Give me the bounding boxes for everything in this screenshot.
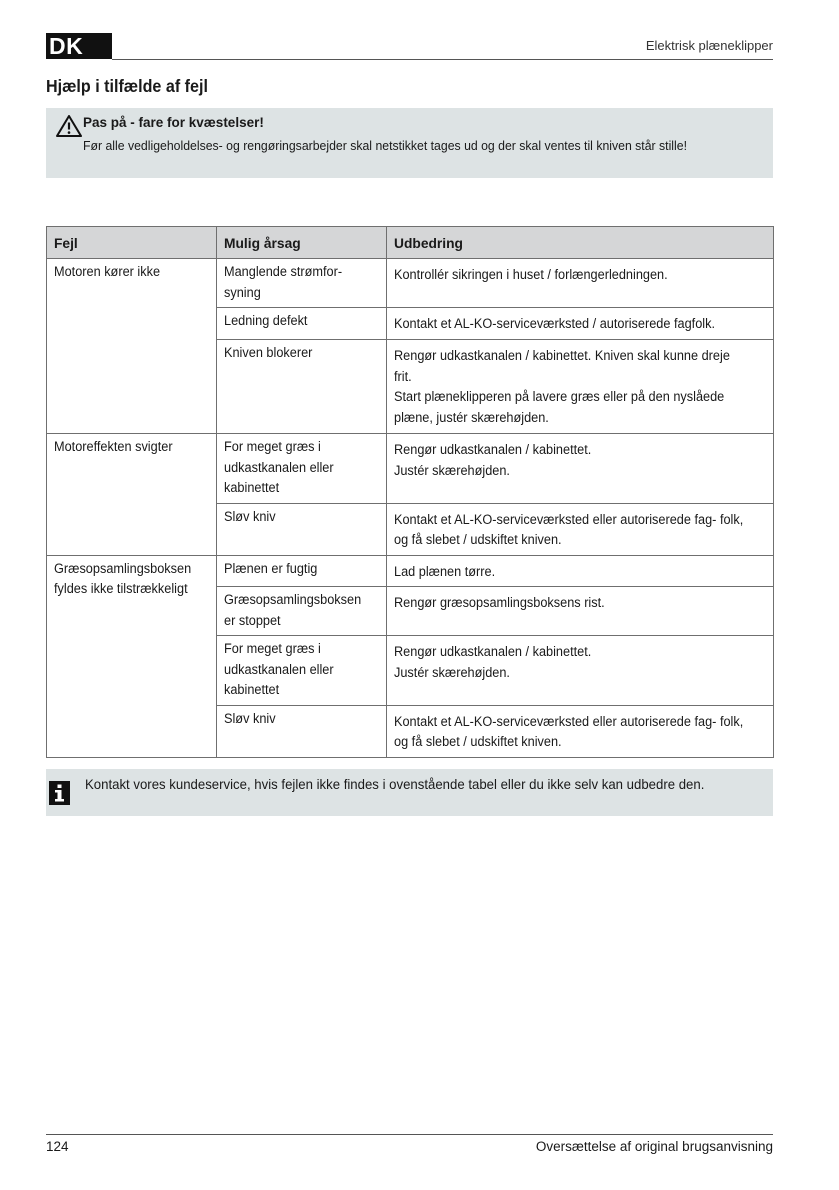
warning-triangle-icon: [56, 114, 82, 138]
page-number: 124: [46, 1139, 69, 1154]
table-header-row: [47, 227, 774, 259]
info-icon: [49, 781, 70, 805]
warning-text: Før alle vedligeholdelses- og rengøringsarbejder skal netstikket tages ud og der skal ventes til kniven står stille!: [83, 138, 687, 153]
remedy-cell: Rengør udkastkanalen / kabinettet. Kniven skal kunne dreje frit. Start plæneklipperen på lavere græs eller på den nyslåede plæne, justér skærehøjden.: [387, 340, 774, 434]
cause-cell: Græsopsamlingsboksen er stoppet: [217, 587, 387, 636]
fault-cell: Motoreffekten svigter: [47, 434, 217, 556]
table-row: [47, 434, 774, 504]
language-badge: DK: [46, 33, 112, 59]
troubleshooting-table: [46, 226, 774, 758]
column-header-cause: Mulig årsag: [217, 227, 387, 259]
cause-cell: Kniven blokerer: [217, 340, 387, 434]
remedy-cell: Lad plænen tørre.: [387, 555, 774, 587]
remedy-cell: Rengør udkastkanalen / kabinettet. Justér skærehøjden.: [387, 636, 774, 706]
fault-cell: Græsopsamlingsboksen fyldes ikke tilstrækkeligt: [47, 555, 217, 757]
info-text: Kontakt vores kundeservice, hvis fejlen ikke findes i ovenstående tabel eller du ikke selv kan udbedre den.: [85, 777, 705, 792]
remedy-cell: Kontakt et AL-KO-serviceværksted eller autoriserede fag- folk, og få slebet / udskiftet kniven.: [387, 503, 774, 555]
warning-box: [46, 108, 773, 178]
info-box: [46, 769, 773, 816]
cause-cell: Sløv kniv: [217, 705, 387, 757]
cause-cell: Ledning defekt: [217, 308, 387, 340]
cause-cell: For meget græs i udkastkanalen eller kabinettet: [217, 636, 387, 706]
table-row: [47, 259, 774, 308]
fault-cell: Motoren kører ikke: [47, 259, 217, 434]
footer-divider: [46, 1134, 773, 1135]
column-header-fault: Fejl: [47, 227, 217, 259]
footer-document-title: Oversættelse af original brugsanvisning: [535, 1139, 773, 1154]
header-divider: [112, 59, 773, 60]
header-product-title: Elektrisk plæneklipper: [645, 38, 773, 53]
cause-cell: Manglende strømfor- syning: [217, 259, 387, 308]
warning-title: Pas på - fare for kvæstelser!: [83, 115, 264, 130]
cause-cell: Plænen er fugtig: [217, 555, 387, 587]
section-title: Hjælp i tilfælde af fejl: [46, 76, 208, 96]
cause-cell: For meget græs i udkastkanalen eller kabinettet: [217, 434, 387, 504]
remedy-cell: Kontakt et AL-KO-serviceværksted eller autoriserede fag- folk, og få slebet / udskiftet kniven.: [387, 705, 774, 757]
cause-cell: Sløv kniv: [217, 503, 387, 555]
table-row: [47, 555, 774, 587]
remedy-cell: Rengør udkastkanalen / kabinettet. Justér skærehøjden.: [387, 434, 774, 504]
remedy-cell: Kontakt et AL-KO-serviceværksted / autoriserede fagfolk.: [387, 308, 774, 340]
column-header-remedy: Udbedring: [387, 227, 774, 259]
remedy-cell: Rengør græsopsamlingsboksens rist.: [387, 587, 774, 636]
remedy-cell: Kontrollér sikringen i huset / forlængerledningen.: [387, 259, 774, 308]
